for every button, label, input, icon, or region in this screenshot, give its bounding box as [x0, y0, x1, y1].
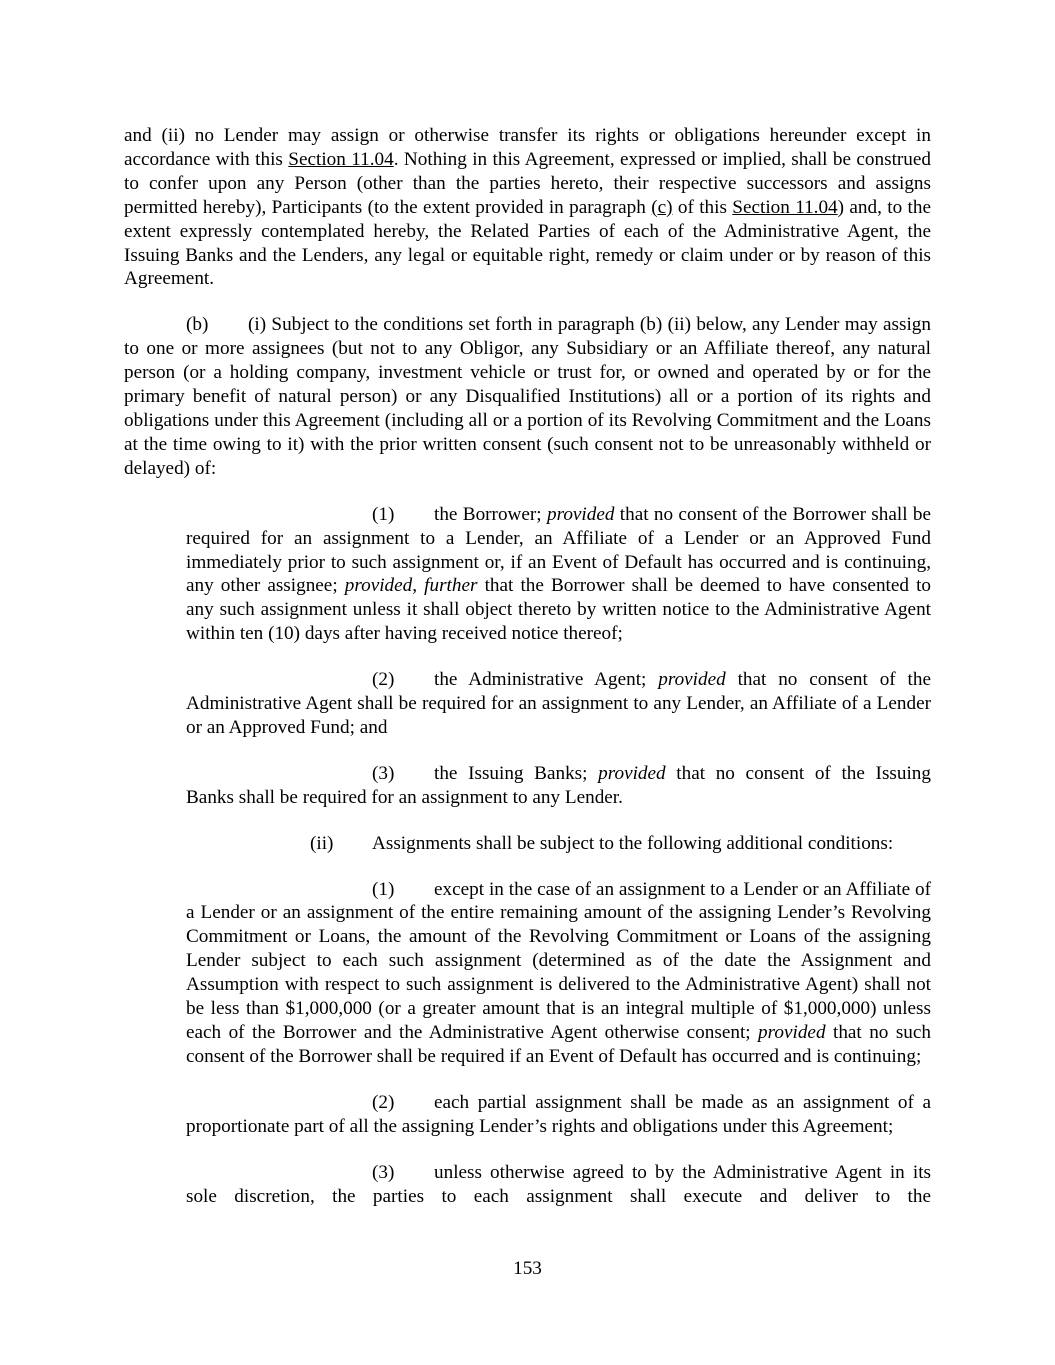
- subclause-number: (1): [372, 878, 395, 900]
- text-run: that no consent of the Borrower shall be required for an assignment to a Lender, an Affiliate of a Lender or an Approved Fund immediately prior to such assignment or, if an Event of Default has occurred and is continuing, any other assignee;: [186, 503, 931, 597]
- text-run: of this: [672, 196, 733, 218]
- document-page: [124, 124, 931, 1208]
- emphasis: provided: [598, 762, 666, 784]
- text-run: that no consent of the Administrative Agent shall be required for an assignment to any Lender, an Affiliate of a Lender or an Approved Fund; and: [186, 669, 931, 738]
- section-reference: Section 11.04: [288, 148, 394, 170]
- section-reference: Section 11.04: [732, 196, 838, 218]
- subclause-2: [186, 668, 931, 740]
- condition-3: [186, 1161, 931, 1209]
- emphasis: provided: [758, 1022, 826, 1043]
- text-run: except in the case of an assignment to a Lender or an Affiliate of a Lender or an assignment of the entire remaining amount of the assigning Lender’s Revolving Commitment or Loans, the amount of the Revolving Commitment or Loans of the assigning Lender subject to each such assignment (determined as of the date the Assignment and Assumption with respect to such assignment is delivered to the Administrative Agent) shall not be less than $1,000,000 (or a greater amount that is an integral multiple of $1,000,000) unless each of the Borrower and the Administrative Agent otherwise consent;: [186, 878, 931, 1043]
- paragraph-continuation: [124, 124, 931, 291]
- subclause-number: (2): [372, 1091, 395, 1113]
- text-run: the Administrative Agent;: [434, 669, 659, 691]
- emphasis: provided: [546, 503, 615, 525]
- subclause-3: [186, 762, 931, 810]
- text-run: unless otherwise agreed to by the Administrative Agent in its sole discretion, the parties to each assignment shall execute and deliver to the: [186, 1161, 931, 1207]
- subclause-number: (2): [372, 669, 395, 691]
- emphasis: provided: [658, 669, 726, 691]
- condition-2: [186, 1091, 931, 1139]
- text-run: that no consent of the Issuing Banks shall be required for an assignment to any Lender.: [186, 762, 931, 808]
- text-run: and (ii) no Lender may assign or otherwise transfer its rights or obligations hereunder except in accordance with this: [124, 125, 931, 170]
- paragraph-reference: (c): [651, 196, 673, 218]
- paragraph-b: [124, 313, 931, 480]
- subclause-number: (1): [372, 503, 395, 525]
- text-run: Assignments shall be subject to the following additional conditions:: [372, 832, 894, 854]
- subclause-1: [186, 503, 931, 646]
- clause-number: (ii): [310, 832, 334, 854]
- text-run: the Borrower;: [434, 503, 547, 525]
- condition-1: [186, 878, 931, 1069]
- text-run: (i) Subject to the conditions set forth in paragraph (b) (ii) below, any Lender may assign to one or more assignees (but not to any Obligor, any Subsidiary or an Affiliate thereof, any natural person (or a holding company, investment vehicle or trust for, or owned and operated by or for the primary benefit of natural person) or any Disqualified Institutions) all or a portion of its rights and obligations under this Agreement (including all or a portion of its Revolving Commitment and the Loans at the time owing to it) with the prior written consent (such consent not to be unreasonably withheld or delayed) of:: [124, 314, 931, 479]
- text-run: that the Borrower shall be deemed to have consented to any such assignment unless it shall object thereto by written notice to the Administrative Agent within ten (10) days after having received notice thereof;: [186, 575, 932, 645]
- text-run: ) and, to the extent expressly contemplated hereby, the Related Parties of each of the Administrative Agent, the Issuing Banks and the Lenders, any legal or equitable right, remedy or claim under or by reason of this Agreement.: [124, 196, 931, 290]
- text-run: that no such consent of the Borrower shall be required if an Event of Default has occurred and is continuing;: [186, 1022, 931, 1067]
- page-number: 153: [513, 1258, 542, 1279]
- subclause-number: (3): [372, 762, 395, 784]
- clause-ii: [310, 832, 931, 856]
- text-run: the Issuing Banks;: [434, 762, 599, 784]
- clause-label: (b): [186, 314, 209, 336]
- text-run: . Nothing in this Agreement, expressed or implied, shall be construed to confer upon any Person (other than the parties hereto, their respective successors and assigns permitted hereby), Participants (to the extent provided in paragraph: [124, 148, 931, 218]
- emphasis: provided, further: [344, 575, 478, 597]
- text-run: each partial assignment shall be made as an assignment of a proportionate part of all the assigning Lender’s rights and obligations under this Agreement;: [186, 1091, 931, 1137]
- subclause-number: (3): [372, 1161, 395, 1183]
